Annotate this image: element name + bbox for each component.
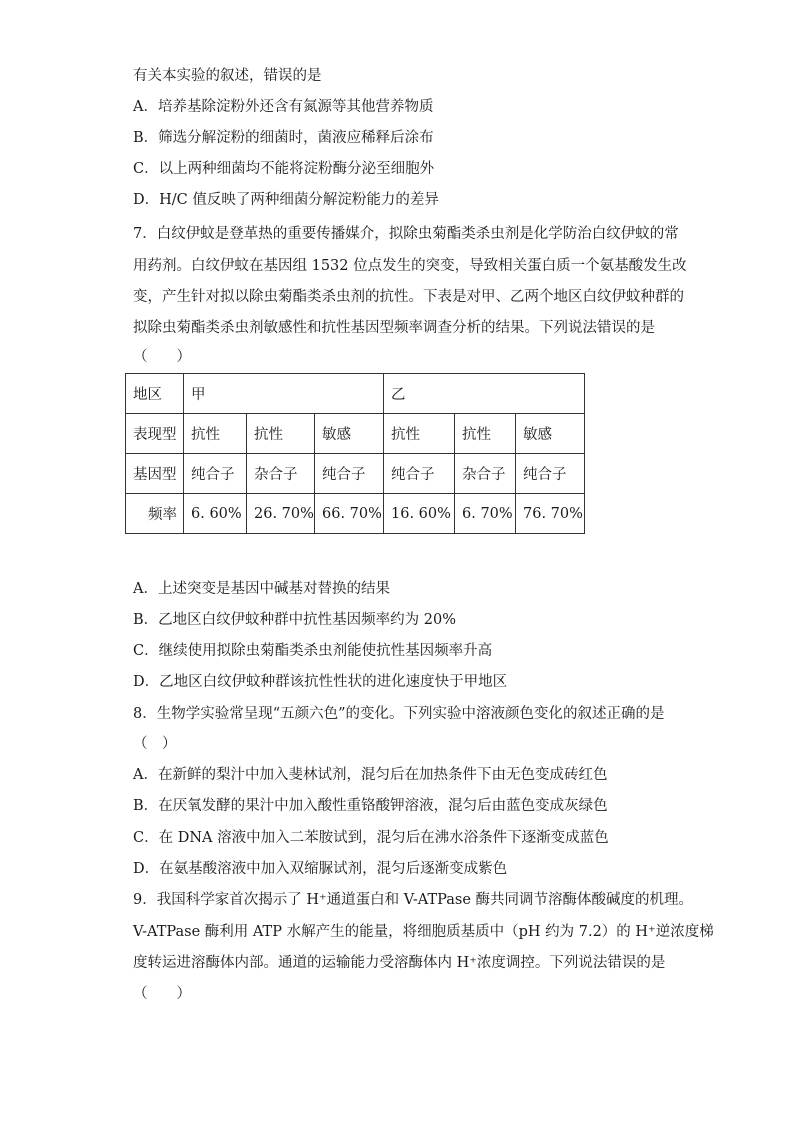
genotype-cell: 杂合子 [247, 454, 315, 494]
frequency-cell: 66. 70% [315, 494, 384, 534]
q7-stem-line: 用药剂。白纹伊蚊在基因组 1532 位点发生的突变，导致相关蛋白质一个氨基酸发生改 [133, 258, 687, 274]
region-label: 地区 [126, 374, 184, 414]
genotype-cell: 杂合子 [455, 454, 516, 494]
q6-option-a: A．培养基除淀粉外还含有氮源等其他营养物质 [133, 99, 434, 115]
phenotype-cell: 抗性 [184, 414, 247, 454]
table-row-region [126, 374, 585, 414]
q7-stem-line: 变，产生针对拟以除虫菊酯类杀虫剂的抗性。下表是对甲、乙两个地区白纹伊蚊种群的 [133, 289, 684, 305]
q7-stem-line: 7．白纹伊蚊是登革热的重要传播媒介，拟除虫菊酯类杀虫剂是化学防治白纹伊蚊的常 [133, 226, 679, 242]
genotype-cell: 纯合子 [315, 454, 384, 494]
frequency-cell: 6. 70% [455, 494, 516, 534]
frequency-cell: 6. 60% [184, 494, 247, 534]
q9-stem-line: V-ATPase 酶利用 ATP 水解产生的能量，将细胞质基质中（pH 约为 7.2）的 H⁺逆浓度梯 [133, 924, 714, 940]
q7-answer-blank: （ ） [133, 349, 191, 365]
q6-option-c: C．以上两种细菌均不能将淀粉酶分泌至细胞外 [133, 161, 435, 177]
phenotype-cell: 敏感 [315, 414, 384, 454]
q7-option-c: C．继续使用拟除虫菊酯类杀虫剂能使抗性基因频率升高 [133, 643, 493, 659]
q8-option-c: C．在 DNA 溶液中加入二苯胺试到，混匀后在沸水浴条件下逐渐变成蓝色 [133, 830, 609, 846]
q7-option-b: B．乙地区白纹伊蚊种群中抗性基因频率约为 20% [133, 612, 456, 628]
q7-option-d: D．乙地区白纹伊蚊种群该抗性性状的进化速度快于甲地区 [133, 674, 508, 690]
genotype-cell: 纯合子 [516, 454, 585, 494]
q9-stem-line: 度转运进溶酶体内部。通道的运输能力受溶酶体内 H⁺浓度调控。下列说法错误的是 [133, 955, 666, 971]
genotype-cell: 纯合子 [184, 454, 247, 494]
q9-answer-blank: （ ） [133, 986, 191, 1002]
phenotype-cell: 抗性 [455, 414, 516, 454]
q6-stem: 有关本实验的叙述，错误的是 [133, 68, 322, 84]
q7-option-a: A．上述突变是基因中碱基对替换的结果 [133, 581, 390, 597]
table-row-frequency [126, 494, 585, 534]
q8-option-d: D．在氨基酸溶液中加入双缩脲试剂，混匀后逐渐变成紫色 [133, 861, 508, 877]
phenotype-label: 表现型 [126, 414, 184, 454]
region-a: 甲 [184, 374, 384, 414]
frequency-cell: 76. 70% [516, 494, 585, 534]
q6-option-b: B．筛选分解淀粉的细菌时，菌液应稀释后涂布 [133, 130, 434, 146]
phenotype-cell: 抗性 [247, 414, 315, 454]
frequency-label: 频率 [126, 494, 184, 534]
frequency-cell: 26. 70% [247, 494, 315, 534]
q8-option-b: B．在厌氧发酵的果汁中加入酸性重铬酸钾溶液，混匀后由蓝色变成灰绿色 [133, 798, 608, 814]
frequency-cell: 16. 60% [384, 494, 455, 534]
q9-stem-line: 9．我国科学家首次揭示了 H⁺通道蛋白和 V-ATPase 酶共同调节溶酶体酸碱度的机理。 [133, 892, 694, 908]
q7-frequency-table [125, 373, 585, 534]
table-row-phenotype [126, 414, 585, 454]
q8-option-a: A．在新鲜的梨汁中加入斐林试剂，混匀后在加热条件下由无色变成砖红色 [133, 767, 608, 783]
q8-stem-line: 8．生物学实验常呈现“五颜六色”的变化。下列实验中溶液颜色变化的叙述正确的是 [133, 706, 665, 722]
q7-stem-line: 拟除虫菊酯类杀虫剂敏感性和抗性基因型频率调查分析的结果。下列说法错误的是 [133, 320, 655, 336]
phenotype-cell: 抗性 [384, 414, 455, 454]
phenotype-cell: 敏感 [516, 414, 585, 454]
q8-answer-blank: （ ） [133, 736, 177, 752]
table-row-genotype [126, 454, 585, 494]
q6-option-d: D．H/C 值反映了两种细菌分解淀粉能力的差异 [133, 192, 439, 208]
genotype-cell: 纯合子 [384, 454, 455, 494]
genotype-label: 基因型 [126, 454, 184, 494]
region-b: 乙 [384, 374, 585, 414]
